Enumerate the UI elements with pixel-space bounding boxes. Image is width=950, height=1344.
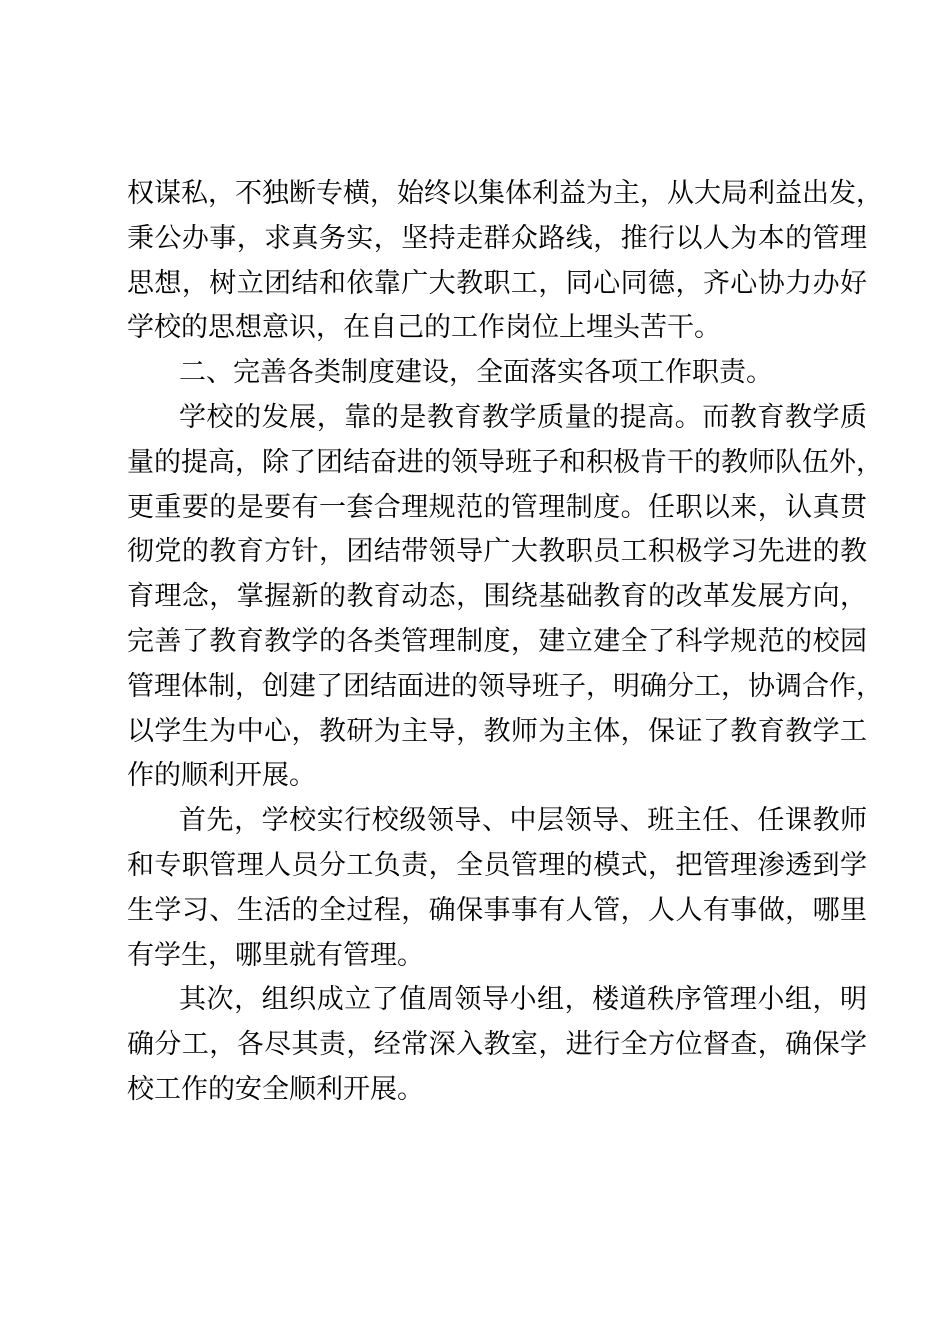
text-line: 育理念，掌握新的教育动态，围绕基础教育的改革发展方向， — [127, 581, 867, 613]
text-line: 更重要的是要有一套合理规范的管理制度。任职以来，认真贯 — [127, 491, 867, 523]
text-line: 有学生，哪里就有管理。 — [127, 939, 424, 971]
text-line: 生学习、生活的全过程，确保事事有人管，人人有事做，哪里 — [127, 894, 867, 926]
text-line: 管理体制，创建了团结面进的领导班子，明确分工，协调合作， — [127, 670, 883, 702]
text-line: 校工作的安全顺利开展。 — [127, 1073, 424, 1105]
text-line: 学校的发展，靠的是教育教学质量的提高。而教育教学质 — [179, 401, 867, 433]
text-line: 首先，学校实行校级领导、中层领导、班主任、任课教师 — [179, 805, 867, 837]
text-line: 其次，组织成立了值周领导小组，楼道秩序管理小组，明 — [179, 984, 867, 1016]
text-line: 量的提高，除了团结奋进的领导班子和积极肯干的教师队伍外， — [127, 446, 883, 478]
text-line: 完善了教育教学的各类管理制度，建立建全了科学规范的校园 — [127, 625, 867, 657]
text-line: 彻党的教育方针，团结带领导广大教职员工积极学习先进的教 — [127, 536, 867, 568]
text-line: 学校的思想意识，在自己的工作岗位上埋头苦干。 — [127, 312, 721, 344]
text-line: 以学生为中心，教研为主导，教师为主体，保证了教育教学工 — [127, 715, 867, 747]
text-line: 秉公办事，求真务实，坚持走群众路线，推行以人为本的管理 — [127, 222, 867, 254]
text-line: 权谋私，不独断专横，始终以集体利益为主，从大局利益出发， — [127, 178, 883, 209]
text-line: 和专职管理人员分工负责，全员管理的模式，把管理渗透到学 — [127, 849, 867, 881]
document-body — [127, 172, 883, 1113]
text-line: 确分工，各尽其责，经常深入教室，进行全方位督查，确保学 — [127, 1029, 867, 1061]
text-line: 作的顺利开展。 — [127, 760, 316, 792]
section-heading: 二、完善各类制度建设，全面落实各项工作职责。 — [179, 357, 773, 389]
text-line: 思想，树立团结和依靠广大教职工，同心同德，齐心协力办好 — [127, 267, 867, 299]
